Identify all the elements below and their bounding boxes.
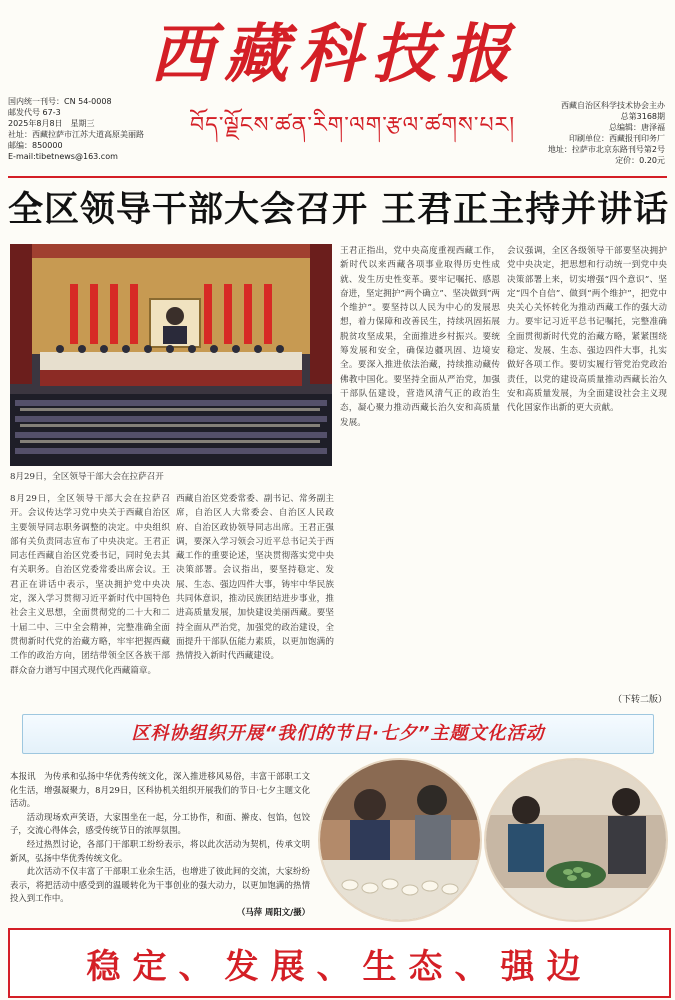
sub-article-body	[10, 770, 310, 920]
lead-column-2	[176, 492, 334, 706]
sub-article-paragraph: 活动现场欢声笑语，大家围坐在一起，分工协作，和面、擀皮、包馅，包饺子，交流心得体会，感受传统节日的浓厚氛围。	[10, 811, 310, 836]
meta-line: 社址：西藏拉萨市江苏大道高原美丽路	[8, 130, 144, 139]
dumpling-photo-right-illustration	[486, 760, 666, 920]
lead-continued: （下转二版）	[612, 695, 667, 705]
meta-line: 邮发代号 67-3	[8, 108, 61, 117]
lead-column-3	[340, 244, 500, 706]
meta-line: 2025年8月8日 星期三	[8, 119, 95, 128]
lead-photo-caption: 8月29日，全区领导干部大会在拉萨召开	[10, 472, 164, 482]
lead-column-1-text: 8月29日，全区领导干部大会在拉萨召开。会议传达学习党中央关于西藏自治区主要领导同志职务调整的决定。中央组织部有关负责同志宣布了中央决定。王君正同志任西藏自治区党委书记，同时免去其有关职务。自治区党委常委出席会议。王君正在讲话中表示，坚决拥护党中央决定，深入学习贯彻习近平新时代中国特色社会主义思想，全面贯彻党的二十大和二十届二中、三中全会精神，完整准确全面贯彻新时代党的治藏方略，牢牢把握西藏工作的政治方向，团结带领全区各族干部群众奋力谱写中国式现代化西藏篇章。	[10, 494, 170, 676]
meta-line: 国内统一刊号：CN 54-0008	[8, 97, 112, 106]
sub-article-paragraph: 经过热烈讨论，各部门干部职工纷纷表示，将以此次活动为契机，传承文明新风，弘扬中华优秀传统文化。	[10, 838, 310, 863]
masthead-title: 西藏科技报	[150, 17, 520, 92]
meta-line: 邮编：850000	[8, 141, 63, 150]
masthead-tibetan: བོད་ལྗོངས་ཚན་རིག་ལག་རྩལ་ཚགས་པར།	[190, 113, 516, 138]
meta-line: 地址：拉萨市北京东路刊号第2号	[547, 145, 665, 154]
dumpling-photo-right	[484, 758, 668, 922]
masthead-divider	[8, 176, 667, 178]
lead-column-3-text: 王君正指出，党中央高度重视西藏工作，新时代以来西藏各项事业取得历史性成就、发生历史性变革。要牢记嘱托、感恩奋进，坚定拥护“两个确立”、坚决做到“两个维护”。要坚持以人民为中心的发展思想，着力保障和改善民生，持续巩固拓展脱贫攻坚成果，全面推进乡村振兴。要统筹发展和安全，确保边疆巩固、边境安全。要深入推进依法治藏，持续推动藏传佛教中国化。要坚持全面从严治党，加强干部队伍建设，营造风清气正的政治生态，凝心聚力推动西藏长治久安和高质量发展。	[340, 246, 500, 428]
meta-line: 西藏自治区科学技术协会主办	[561, 101, 665, 110]
lead-column-4	[507, 244, 667, 692]
meeting-photo-illustration	[10, 244, 332, 466]
meta-line: 定价：0.20元	[615, 156, 665, 165]
lead-column-2-text: 西藏自治区党委常委、副书记、常务副主席，自治区人大常委会、自治区人民政府、自治区政协领导同志出席。王君正强调，要深入学习领会习近平总书记关于西藏工作的重要论述，坚决贯彻落实党中央决策部署。会议指出，要坚持稳定、发展、生态、强边四件大事，铸牢中华民族共同体意识，推动民族团结进步事业，推进高质量发展，加快建设美丽西藏。要坚持全面从严治党，加强党的政治建设，全面提升干部队伍能力素质，以更加饱满的热情投入新时代西藏建设。	[176, 494, 334, 662]
sub-article-title: 区科协组织开展“我们的节日·七夕”主题文化活动	[131, 723, 545, 744]
meta-line: E-mail:tibetnews@163.com	[8, 152, 118, 161]
sub-article-byline: （马萍 周阳文/摄）	[237, 907, 310, 917]
lead-column-4-text: 会议强调，全区各级领导干部要坚决拥护党中央决定，把思想和行动统一到党中央决策部署上来，切实增强“四个意识”、坚定“四个自信”、做到“两个维护”，把党中央关心关怀转化为推动西藏工作的强大动力。要牢记习近平总书记嘱托，完整准确全面贯彻新时代党的治藏方略，紧紧围绕稳定、发展、生态、强边四件大事，扎实做好各项工作。要切实履行管党治党政治责任，以党的建设高质量推动西藏长治久安和高质量发展，为全面建设社会主义现代化国家作出新的更大贡献。	[507, 246, 667, 414]
meeting-photo	[10, 244, 332, 466]
slogan-text: 稳定、发展、生态、强边	[86, 946, 593, 987]
sub-article-banner	[22, 714, 654, 754]
sub-article-paragraph: 此次活动不仅丰富了干部职工业余生活，也增进了彼此间的交流，大家纷纷表示，将把活动中感受到的温暖转化为干事创业的强大动力，以更加饱满的热情投入到工作中。	[10, 866, 310, 904]
masthead-meta-left	[8, 96, 183, 162]
meta-line: 总第3168期	[620, 112, 665, 121]
lead-column-1	[10, 492, 170, 706]
dumpling-photo-left-illustration	[320, 760, 480, 920]
dumpling-photo-left	[318, 758, 482, 922]
lead-headline: 全区领导干部大会召开 王君正主持并讲话	[8, 189, 670, 230]
sub-article-paragraph: 本报讯 为传承和弘扬中华优秀传统文化，深入推进移风易俗，丰富干部职工文化生活，增强凝聚力，8月29日，区科协机关组织开展我们的节日·七夕主题文化活动。	[10, 771, 310, 809]
masthead-meta-right	[545, 100, 665, 166]
slogan-box	[8, 928, 671, 998]
meta-line: 印刷单位：西藏报刊印务厂	[569, 134, 665, 143]
meta-line: 总编辑：唐泽福	[609, 123, 665, 132]
